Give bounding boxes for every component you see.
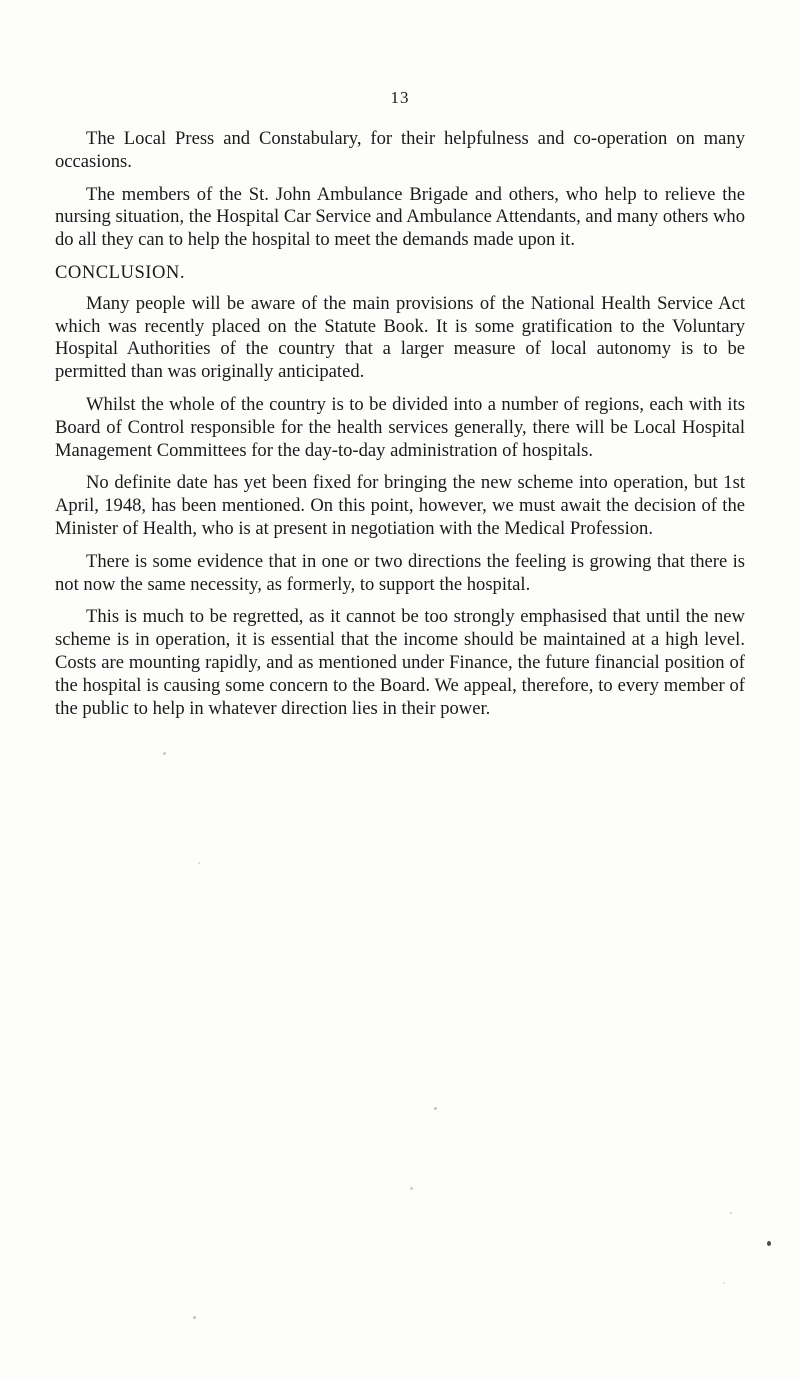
scan-speck	[767, 1241, 771, 1246]
paragraph-thanks-ambulance: The members of the St. John Ambulance Brigade and others, who help to relieve the nursing situation, the Hospital Car Service and Ambulance Attendants, and many others who do all they can to help the hospital to meet the demands made upon it.	[55, 183, 745, 251]
scan-speck	[723, 1282, 725, 1284]
page-number: 13	[390, 88, 410, 107]
scan-speck	[730, 1212, 732, 1214]
paragraph-thanks-press: The Local Press and Constabulary, for their helpfulness and co-operation on many occasions.	[55, 128, 745, 172]
scan-speck	[198, 862, 200, 864]
scan-speck	[193, 1316, 196, 1319]
document-body	[55, 128, 745, 730]
scan-speck	[163, 752, 166, 755]
paragraph-feeling-growing: There is some evidence that in one or two directions the feeling is growing that there is not now the same necessity, as formerly, to support the hospital.	[55, 550, 745, 595]
scan-speck	[434, 1107, 437, 1110]
paragraph-regional-boards: Whilst the whole of the country is to be divided into a number of regions, each with its Board of Control responsible for the health services generally, there will be Local Hospital Management Committees for the day-to-day administration of hospitals.	[55, 393, 745, 461]
section-heading-conclusion: CONCLUSION.	[55, 261, 185, 283]
paragraph-appeal: This is much to be regretted, as it cannot be too strongly emphasised that until the new scheme is in operation, it is essential that the income should be maintained at a high level. Costs are mounting rapidly, and as mentioned under Finance, the future financial position of the hospital is causing some concern to the Board. We appeal, therefore, to every member of the public to help in whatever direction lies in their power.	[55, 606, 745, 719]
paragraph-scheme-date: No definite date has yet been fixed for bringing the new scheme into operation, but 1st April, 1948, has been mentioned. On this point, however, we must await the decision of the Minister of Health, who is at present in negotiation with the Medical Profession.	[55, 472, 745, 539]
paragraph-national-health-act: Many people will be aware of the main provisions of the National Health Service Act which was recently placed on the Statute Book. It is some gratification to the Voluntary Hospital Authorities of the country that a larger measure of local autonomy is to be permitted than was originally anticipated.	[55, 292, 745, 383]
scan-speck	[410, 1187, 413, 1190]
